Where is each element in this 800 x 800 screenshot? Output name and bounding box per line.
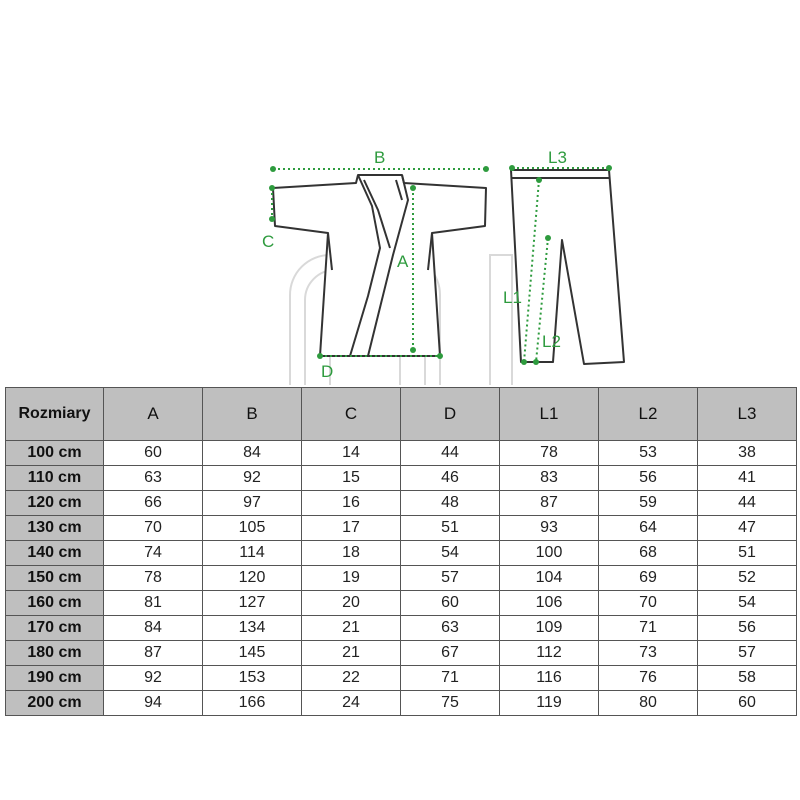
table-row xyxy=(6,516,797,541)
measurement-cell: 116 xyxy=(500,666,599,691)
table-row xyxy=(6,591,797,616)
header-c: C xyxy=(302,388,401,441)
measurement-cell: 114 xyxy=(203,541,302,566)
measurement-cell: 81 xyxy=(104,591,203,616)
pants-outline xyxy=(511,170,624,364)
measurement-cell: 20 xyxy=(302,591,401,616)
measurement-cell: 145 xyxy=(203,641,302,666)
header-l3: L3 xyxy=(698,388,797,441)
measurement-cell: 153 xyxy=(203,666,302,691)
measurement-cell: 75 xyxy=(401,691,500,716)
measurement-cell: 63 xyxy=(104,466,203,491)
measurement-cell: 74 xyxy=(104,541,203,566)
measurement-cell: 71 xyxy=(401,666,500,691)
measurement-cell: 44 xyxy=(698,491,797,516)
measurement-cell: 112 xyxy=(500,641,599,666)
size-cell: 170 cm xyxy=(6,616,104,641)
label-c: C xyxy=(262,232,275,251)
size-cell: 130 cm xyxy=(6,516,104,541)
header-l1: L1 xyxy=(500,388,599,441)
measurement-cell: 104 xyxy=(500,566,599,591)
table-row xyxy=(6,616,797,641)
measurement-cell: 97 xyxy=(203,491,302,516)
measurement-cell: 70 xyxy=(599,591,698,616)
measurement-cell: 15 xyxy=(302,466,401,491)
measurement-cell: 51 xyxy=(698,541,797,566)
table-row xyxy=(6,466,797,491)
garment-measurement-diagram xyxy=(0,0,800,385)
measurement-cell: 22 xyxy=(302,666,401,691)
label-b: B xyxy=(374,148,386,167)
measurement-cell: 92 xyxy=(104,666,203,691)
measurement-cell: 14 xyxy=(302,441,401,466)
table-body xyxy=(6,441,797,716)
measurement-cell: 58 xyxy=(698,666,797,691)
measurement-cell: 100 xyxy=(500,541,599,566)
size-cell: 110 cm xyxy=(6,466,104,491)
measurement-cell: 94 xyxy=(104,691,203,716)
measurement-cell: 71 xyxy=(599,616,698,641)
table-row xyxy=(6,641,797,666)
measurement-cell: 87 xyxy=(104,641,203,666)
measurement-cell: 80 xyxy=(599,691,698,716)
measurement-cell: 105 xyxy=(203,516,302,541)
measurement-cell: 87 xyxy=(500,491,599,516)
measurement-cell: 48 xyxy=(401,491,500,516)
table-row xyxy=(6,666,797,691)
header-size: Rozmiary xyxy=(6,388,104,441)
measurement-cell: 64 xyxy=(599,516,698,541)
table-row xyxy=(6,541,797,566)
header-a: A xyxy=(104,388,203,441)
measurement-cell: 56 xyxy=(599,466,698,491)
measurement-cell: 166 xyxy=(203,691,302,716)
size-cell: 200 cm xyxy=(6,691,104,716)
measurement-cell: 44 xyxy=(401,441,500,466)
measurement-cell: 106 xyxy=(500,591,599,616)
table-row xyxy=(6,691,797,716)
measurement-cell: 127 xyxy=(203,591,302,616)
measurement-cell: 38 xyxy=(698,441,797,466)
size-cell: 190 cm xyxy=(6,666,104,691)
size-cell: 160 cm xyxy=(6,591,104,616)
measurement-cell: 78 xyxy=(104,566,203,591)
size-table xyxy=(5,387,797,716)
measurement-cell: 16 xyxy=(302,491,401,516)
measurement-cell: 46 xyxy=(401,466,500,491)
size-cell: 120 cm xyxy=(6,491,104,516)
size-cell: 100 cm xyxy=(6,441,104,466)
table-row xyxy=(6,491,797,516)
measurement-cell: 60 xyxy=(104,441,203,466)
measurement-cell: 84 xyxy=(104,616,203,641)
measurement-cell: 119 xyxy=(500,691,599,716)
header-l2: L2 xyxy=(599,388,698,441)
measurement-cell: 63 xyxy=(401,616,500,641)
measurement-cell: 69 xyxy=(599,566,698,591)
size-cell: 140 cm xyxy=(6,541,104,566)
measurement-cell: 134 xyxy=(203,616,302,641)
size-cell: 180 cm xyxy=(6,641,104,666)
measurement-cell: 76 xyxy=(599,666,698,691)
measurement-cell: 67 xyxy=(401,641,500,666)
measurement-cell: 59 xyxy=(599,491,698,516)
measurement-cell: 51 xyxy=(401,516,500,541)
measurement-cell: 54 xyxy=(401,541,500,566)
measurement-cell: 18 xyxy=(302,541,401,566)
measurement-cell: 73 xyxy=(599,641,698,666)
label-l1: L1 xyxy=(503,288,522,307)
measurement-cell: 60 xyxy=(698,691,797,716)
measurement-cell: 52 xyxy=(698,566,797,591)
measurement-cell: 21 xyxy=(302,641,401,666)
label-l2: L2 xyxy=(542,332,561,351)
measurement-cell: 66 xyxy=(104,491,203,516)
header-d: D xyxy=(401,388,500,441)
measurement-cell: 57 xyxy=(401,566,500,591)
table-row xyxy=(6,566,797,591)
measurement-cell: 19 xyxy=(302,566,401,591)
measurement-cell: 56 xyxy=(698,616,797,641)
measurement-cell: 24 xyxy=(302,691,401,716)
measurement-cell: 60 xyxy=(401,591,500,616)
measurement-cell: 53 xyxy=(599,441,698,466)
measurement-cell: 78 xyxy=(500,441,599,466)
measurement-cell: 83 xyxy=(500,466,599,491)
label-l3: L3 xyxy=(548,148,567,167)
table-row xyxy=(6,441,797,466)
measurement-cell: 17 xyxy=(302,516,401,541)
measurement-cell: 93 xyxy=(500,516,599,541)
measurement-cell: 92 xyxy=(203,466,302,491)
measurement-cell: 54 xyxy=(698,591,797,616)
measurement-cell: 84 xyxy=(203,441,302,466)
header-b: B xyxy=(203,388,302,441)
measurement-cell: 68 xyxy=(599,541,698,566)
measurement-cell: 47 xyxy=(698,516,797,541)
label-a: A xyxy=(397,252,409,271)
measurement-cell: 70 xyxy=(104,516,203,541)
measurement-cell: 41 xyxy=(698,466,797,491)
label-d: D xyxy=(321,362,334,381)
measurement-cell: 109 xyxy=(500,616,599,641)
measurement-cell: 57 xyxy=(698,641,797,666)
measurement-cell: 120 xyxy=(203,566,302,591)
measurement-cell: 21 xyxy=(302,616,401,641)
size-cell: 150 cm xyxy=(6,566,104,591)
table-header-row xyxy=(6,388,797,441)
